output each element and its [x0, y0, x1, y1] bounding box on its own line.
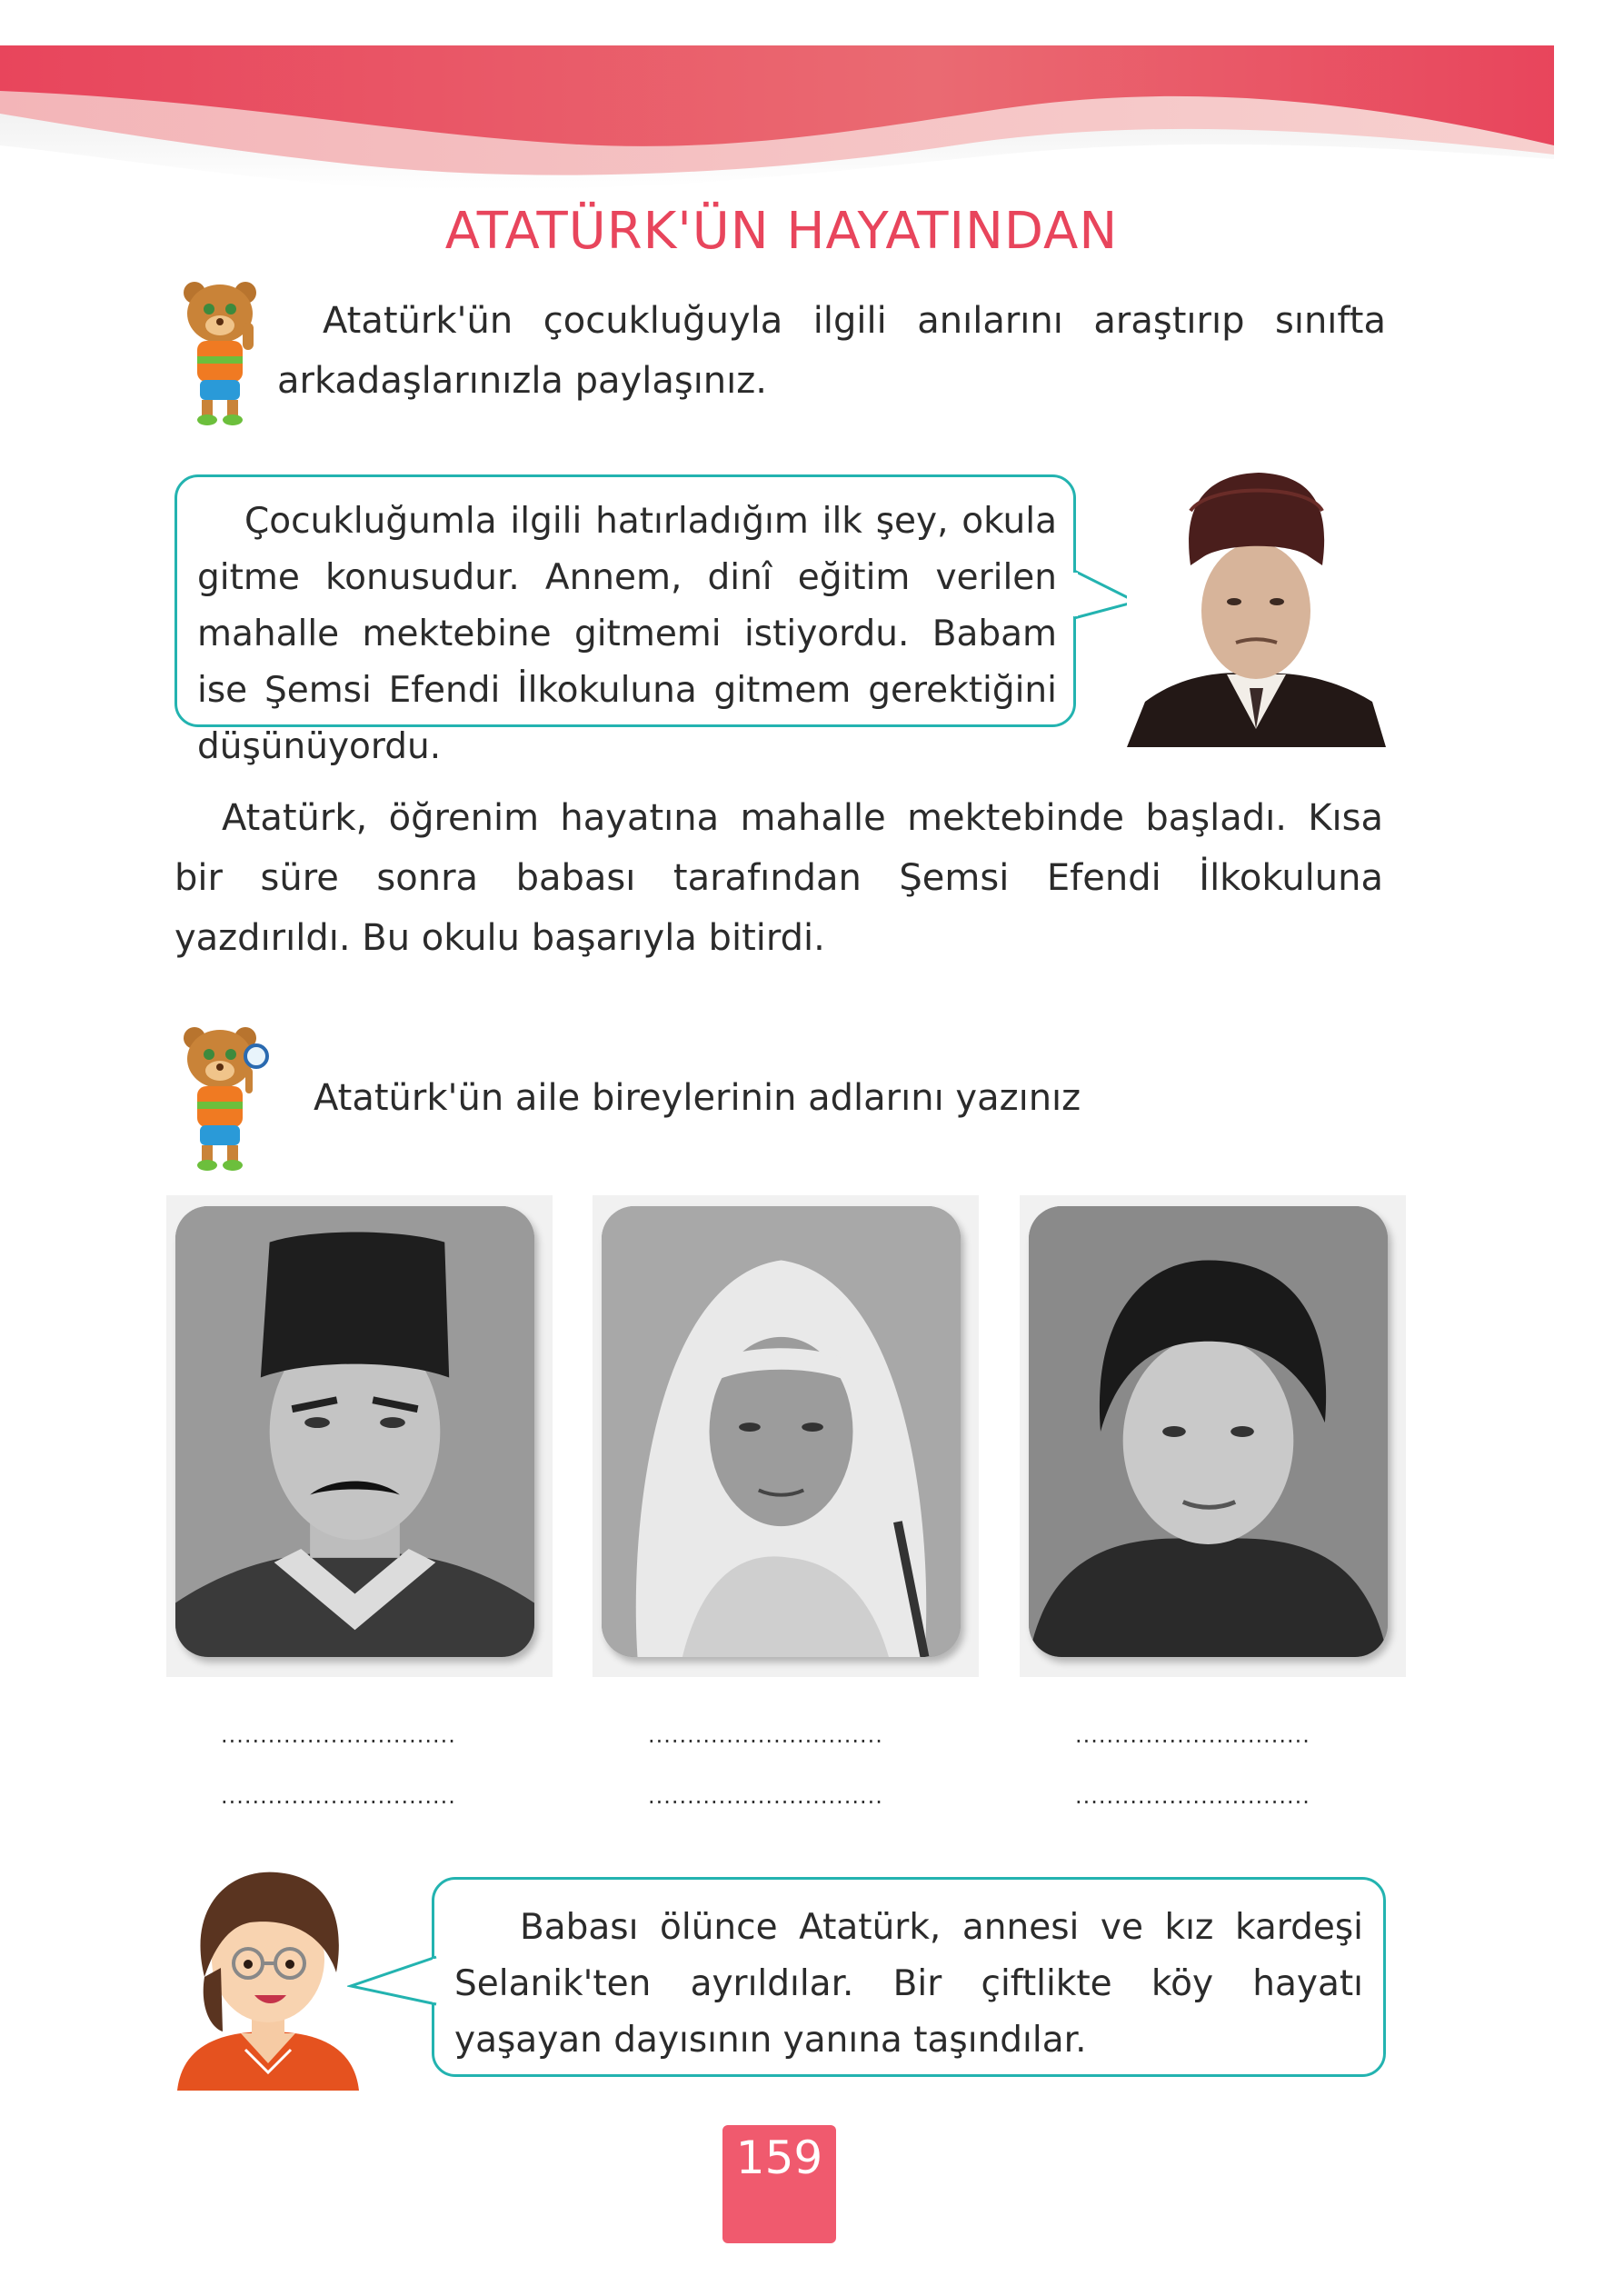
portrait-mother-frame — [593, 1195, 979, 1677]
portrait-father-frame — [166, 1195, 553, 1677]
intro-text: Atatürk'ün çocukluğuyla ilgili anılarını araştırıp sınıfta arkadaşlarınızla paylaşınız. — [277, 300, 1386, 402]
page-number: 159 — [735, 2131, 823, 2184]
blank-line-father-2[interactable]: .............................. — [221, 1783, 456, 1809]
closing-text: Babası ölünce Atatürk, annesi ve kız kardeşi Selanik'ten ayrıldılar. Bir çiftlikte köy hayatı yaşayan dayısının yanına taşındılar. — [454, 1907, 1363, 2061]
bear-mascot-magnifier-icon — [174, 1018, 274, 1173]
bear-mascot-pointing-icon — [174, 273, 274, 427]
blank-line-father-1[interactable]: .............................. — [221, 1722, 456, 1748]
blank-line-mother-2[interactable]: .............................. — [648, 1783, 883, 1809]
portrait-sister-photo — [1029, 1206, 1388, 1657]
ataturk-portrait-photo — [1127, 456, 1386, 747]
speech-bubble-tail-icon — [347, 1950, 438, 2013]
quote-speech-bubble — [174, 474, 1076, 767]
blank-line-sister-1[interactable]: .............................. — [1075, 1722, 1310, 1748]
header-wave — [0, 0, 1624, 209]
portrait-sister-frame — [1020, 1195, 1406, 1677]
closing-speech-bubble — [432, 1877, 1386, 2077]
quote-text: Çocukluğumla ilgili hatırladığım ilk şey, okula gitme konusudur. Annem, dinî eğitim verilen mahalle mektebine gitmemi istiyordu. Babam ise Şemsi Efendi İlkokuluna gitmem gerektiğini düşünüyordu. — [197, 501, 1057, 767]
blank-line-mother-1[interactable]: .............................. — [648, 1722, 883, 1748]
task-instruction: Atatürk'ün aile bireylerinin adlarını yazınız — [314, 1077, 1081, 1119]
bio-text: Atatürk, öğrenim hayatına mahalle mektebinde başladı. Kısa bir süre sonra babası tarafından Şemsi Efendi İlkokuluna yazdırıldı. Bu okulu başarıyla bitirdi. — [174, 797, 1383, 959]
portrait-father-photo — [175, 1206, 534, 1657]
teacher-character-icon — [177, 1868, 359, 2091]
portrait-mother-photo — [602, 1206, 961, 1657]
blank-line-sister-2[interactable]: .............................. — [1075, 1783, 1310, 1809]
page-title: ATATÜRK'ÜN HAYATINDAN — [444, 202, 1119, 261]
